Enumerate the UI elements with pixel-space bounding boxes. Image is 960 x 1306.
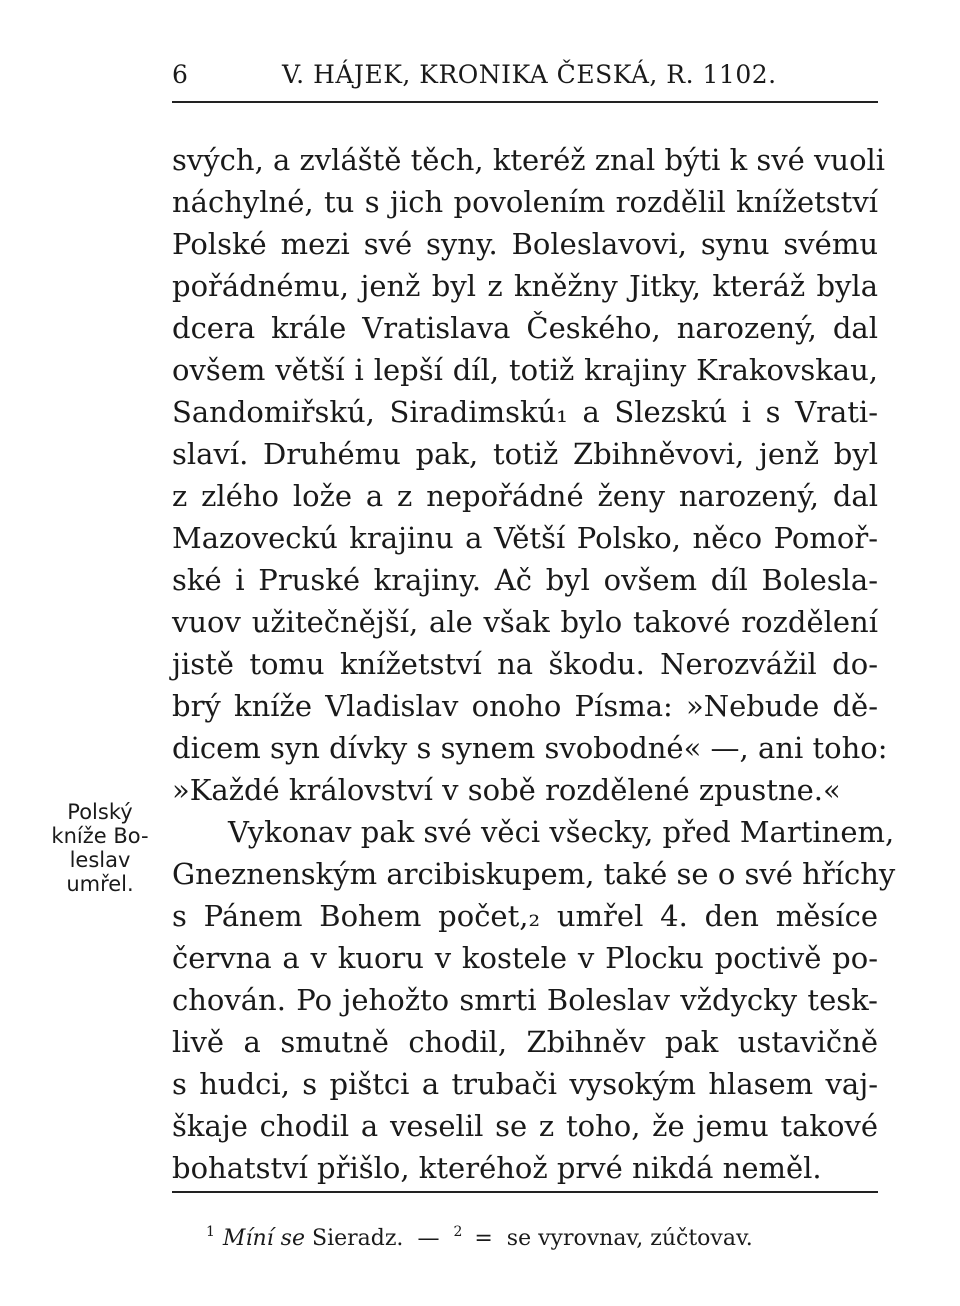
- text-line: pořádnému, jenž byl z kněžny Jitky, kteráž byla: [172, 269, 878, 303]
- margin-note-line: Polský: [67, 800, 133, 824]
- footnote-rule: [172, 1191, 878, 1193]
- text-line: svých, a zvláště těch, kteréž znal býti k své vuoli: [172, 143, 886, 177]
- text-line: Sandomiřskú, Siradimskú₁ a Slezskú i s Vrati-: [172, 395, 878, 429]
- text-line: s Pánem Bohem počet,₂ umřel 4. den měsíce: [172, 899, 878, 933]
- footnote-2-text: se vyrovnav, zúčtovav.: [506, 1226, 753, 1251]
- page-number: 6: [172, 60, 188, 89]
- text-line: vuov užitečnější, ale však bylo takové rozdělení: [172, 605, 878, 639]
- text-line: brý kníže Vladislav onoho Písma: »Nebude dě-: [172, 689, 878, 723]
- text-line: bohatství přišlo, kteréhož prvé nikdá neměl.: [172, 1151, 822, 1185]
- margin-note-line: umřel.: [66, 872, 134, 896]
- text-line: slaví. Druhému pak, totiž Zbihněvovi, jenž byl: [172, 437, 878, 471]
- running-head: V. HÁJEK, KRONIKA ČESKÁ, R. 1102.: [282, 60, 777, 89]
- text-line: »Každé království v sobě rozdělené zpustne.«: [172, 773, 841, 807]
- text-line: Gneznenským arcibiskupem, také se o své hříchy: [172, 857, 896, 891]
- text-line: chován. Po jehožto smrti Boleslav vždycky tesk-: [172, 983, 878, 1017]
- text-line: ovšem větší i lepší díl, totiž krajiny Krakovskau,: [172, 353, 878, 387]
- text-line: z zlého lože a z nepořádné ženy narozený, dal: [172, 479, 878, 513]
- text-line: jistě tomu knížetství na škodu. Nerozvážil do-: [172, 647, 878, 681]
- page-header: [172, 60, 878, 100]
- text-line: náchylné, tu s jich povolením rozdělil knížetství: [172, 185, 878, 219]
- footnote-number: 1: [206, 1224, 215, 1240]
- text-line: června a v kuoru v kostele v Plocku poctivě po-: [172, 941, 878, 975]
- header-rule: [172, 101, 878, 103]
- text-line: dcera krále Vratislava Českého, narozený, dal: [172, 311, 878, 345]
- text-line: Mazoveckú krajinu a Větší Polsko, něco Pomoř-: [172, 521, 878, 555]
- footnotes: [206, 1226, 753, 1251]
- text-line: Vykonav pak své věci všecky, před Martinem,: [228, 815, 895, 849]
- footnote-equals: =: [474, 1226, 493, 1251]
- margin-note-line: leslav: [69, 848, 131, 872]
- text-line: s hudci, s pištci a trubači vysokým hlasem vaj-: [172, 1067, 878, 1101]
- footnote-1-italic: Míní se: [222, 1226, 305, 1251]
- footnote-1-text: Sieradz.: [312, 1226, 404, 1251]
- footnote-separator: —: [417, 1226, 440, 1251]
- margin-note: [34, 800, 166, 896]
- footnote-number: 2: [453, 1224, 463, 1240]
- margin-note-line: kníže Bo-: [51, 824, 149, 848]
- text-line: ské i Pruské krajiny. Ač byl ovšem díl Bolesla-: [172, 563, 878, 597]
- text-line: livě a smutně chodil, Zbihněv pak ustavičně: [172, 1025, 878, 1059]
- text-line: dicem syn dívky s synem svobodné« —, ani toho:: [172, 731, 888, 765]
- text-line: škaje chodil a veselil se z toho, že jemu takové: [172, 1109, 878, 1143]
- text-line: Polské mezi své syny. Boleslavovi, synu svému: [172, 227, 878, 261]
